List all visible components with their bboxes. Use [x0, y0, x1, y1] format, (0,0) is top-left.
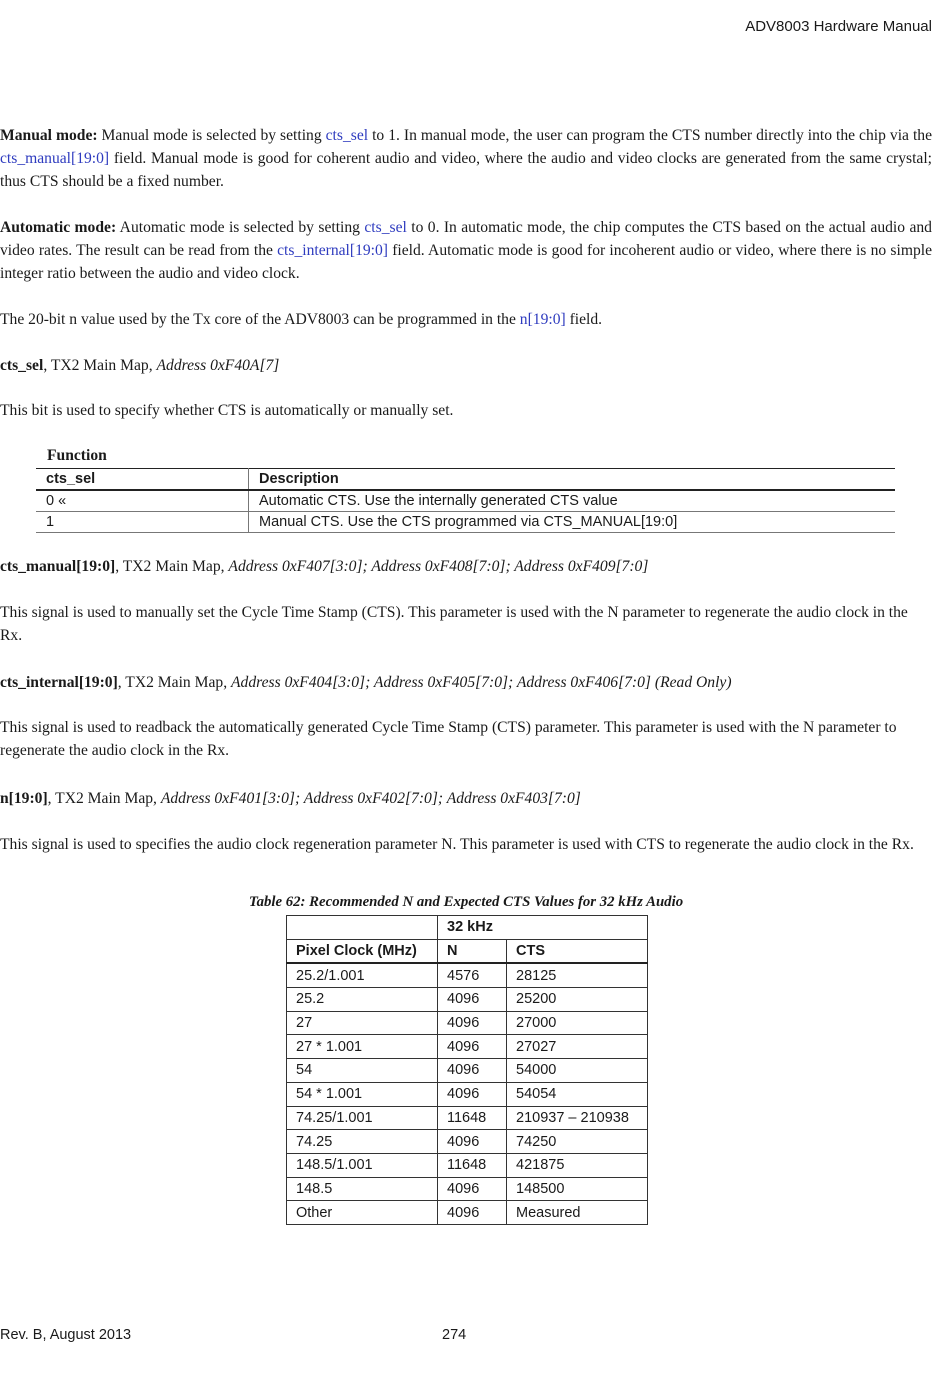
table-cell: 4096 [438, 988, 507, 1012]
table-cell: Other [287, 1201, 438, 1225]
group-header: 32 kHz [438, 916, 648, 940]
column-header: Pixel Clock (MHz) [287, 939, 438, 963]
table-row [287, 1106, 648, 1130]
table-cell: 4096 [438, 1177, 507, 1201]
table-row [287, 1177, 648, 1201]
text: to 0. In automatic mode, the chip computes the CTS based on the actual audio and video rates. The result can be read from the [0, 219, 932, 259]
cts-sel-table [36, 468, 895, 533]
header-title: ADV8003 Hardware Manual [745, 18, 932, 35]
register-name: cts_internal[19:0] [0, 674, 118, 691]
column-header: Description [249, 469, 896, 491]
cts-manual-description: This signal is used to manually set the Cycle Time Stamp (CTS). This parameter is used with the N parameter to regenerate the audio clock in the Rx. [0, 604, 908, 644]
table-row [287, 1035, 648, 1059]
empty-header-cell [287, 916, 438, 940]
register-address: Address 0xF407[3:0]; Address 0xF408[7:0]; Address 0xF409[7:0] [228, 558, 649, 575]
link-cts-internal[interactable]: cts_internal[19:0] [277, 242, 388, 259]
table-row [287, 1130, 648, 1154]
text: The 20-bit n value used by the Tx core of the ADV8003 can be programmed in the [0, 311, 520, 328]
table-row [36, 512, 895, 533]
table-62-caption: Table 62: Recommended N and Expected CTS Values for 32 kHz Audio [248, 894, 684, 910]
table-cell: 0 « [36, 490, 249, 512]
register-name: cts_manual[19:0] [0, 558, 116, 575]
link-cts-sel[interactable]: cts_sel [325, 127, 369, 144]
table-cell: 4096 [438, 1059, 507, 1083]
table-cell: 28125 [507, 963, 648, 987]
table-row [287, 1011, 648, 1035]
text: field. Automatic mode is good for incoherent audio or video, where there is no simple integer ratio between the audio and video clock. [0, 242, 932, 282]
register-address: Address 0xF401[3:0]; Address 0xF402[7:0]; Address 0xF403[7:0] [160, 790, 581, 807]
table-cell: 74250 [507, 1130, 648, 1154]
text: to 1. In manual mode, the user can program the CTS number directly into the chip via the [368, 127, 933, 144]
register-map: , TX2 Main Map, [117, 674, 231, 691]
link-cts-manual[interactable]: cts_manual[19:0] [0, 150, 110, 167]
table-62-body [287, 963, 648, 1224]
link-n[interactable]: n[19:0] [519, 311, 566, 328]
table-cell: 148500 [507, 1177, 648, 1201]
cts-sel-description: This bit is used to specify whether CTS is automatically or manually set. [0, 402, 454, 419]
register-heading-cts-internal [0, 671, 932, 694]
table-cell: Manual CTS. Use the CTS programmed via CTS_MANUAL[19:0] [249, 512, 896, 533]
table-cell: 421875 [507, 1153, 648, 1177]
text: field. [565, 311, 603, 328]
table-row [287, 988, 648, 1012]
table-cell: 148.5/1.001 [287, 1153, 438, 1177]
link-cts-sel[interactable]: cts_sel [364, 219, 407, 236]
table-62 [286, 915, 648, 1225]
table-row [287, 1059, 648, 1083]
register-heading-cts-manual [0, 555, 932, 578]
table-cell: 4096 [438, 1011, 507, 1035]
column-header: N [438, 939, 507, 963]
register-address: Address 0xF40A[7] [156, 357, 280, 374]
table-cell: 4096 [438, 1035, 507, 1059]
table-cell: 74.25 [287, 1130, 438, 1154]
n-value-paragraph [0, 308, 932, 331]
table-cell: 25.2 [287, 988, 438, 1012]
table-cell: 25200 [507, 988, 648, 1012]
table-row [287, 963, 648, 987]
footer-revision: Rev. B, August 2013 [0, 1327, 132, 1343]
table-cell: 210937 – 210938 [507, 1106, 648, 1130]
table-cell: 11648 [438, 1106, 507, 1130]
table-cell: 4576 [438, 963, 507, 987]
register-heading-cts-sel [0, 354, 932, 377]
manual-mode-paragraph [0, 124, 932, 193]
table-row [287, 1201, 648, 1225]
manual-mode-label: Manual mode: [0, 127, 98, 144]
table-cell: 4096 [438, 1130, 507, 1154]
table-cell: 148.5 [287, 1177, 438, 1201]
register-name: n[19:0] [0, 790, 48, 807]
text: Manual mode is selected by setting [97, 127, 326, 144]
table-cell: 54000 [507, 1059, 648, 1083]
table-cell: 1 [36, 512, 249, 533]
table-cell: 27000 [507, 1011, 648, 1035]
table-cell: 25.2/1.001 [287, 963, 438, 987]
table-cell: 74.25/1.001 [287, 1106, 438, 1130]
table-cell: 27027 [507, 1035, 648, 1059]
table-cell: 54 * 1.001 [287, 1082, 438, 1106]
automatic-mode-label: Automatic mode: [0, 219, 117, 236]
table-row [287, 1153, 648, 1177]
table-cell: Measured [507, 1201, 648, 1225]
register-map: , TX2 Main Map, [115, 558, 229, 575]
table-cell: 27 [287, 1011, 438, 1035]
register-name: cts_sel [0, 357, 44, 374]
register-heading-n [0, 787, 932, 810]
table-cell: 54054 [507, 1082, 648, 1106]
page-number: 274 [442, 1327, 467, 1343]
table-row [287, 1082, 648, 1106]
column-header: CTS [507, 939, 648, 963]
table-cell: Automatic CTS. Use the internally generated CTS value [249, 490, 896, 512]
cts-internal-description: This signal is used to readback the automatically generated Cycle Time Stamp (CTS) parameter. This parameter is used with the N parameter to regenerate the audio clock in the Rx. [0, 719, 897, 759]
table-cell: 4096 [438, 1082, 507, 1106]
table-row [36, 490, 895, 512]
text: Automatic mode is selected by setting [116, 219, 365, 236]
table-cell: 27 * 1.001 [287, 1035, 438, 1059]
register-address: Address 0xF404[3:0]; Address 0xF405[7:0]; Address 0xF406[7:0] (Read Only) [231, 674, 732, 691]
table-cell: 54 [287, 1059, 438, 1083]
register-map: , TX2 Main Map, [47, 790, 161, 807]
register-map: , TX2 Main Map, [43, 357, 157, 374]
table-cell: 11648 [438, 1153, 507, 1177]
automatic-mode-paragraph [0, 216, 932, 285]
column-header: cts_sel [36, 469, 249, 491]
text: field. Manual mode is good for coherent audio and video, where the audio and video clocks are generated from the same crystal; thus CTS should be a fixed number. [0, 150, 932, 190]
n-description: This signal is used to specifies the audio clock regeneration parameter N. This parameter is used with CTS to regenerate the audio clock in the Rx. [0, 836, 914, 853]
function-label: Function [47, 447, 107, 464]
table-cell: 4096 [438, 1201, 507, 1225]
